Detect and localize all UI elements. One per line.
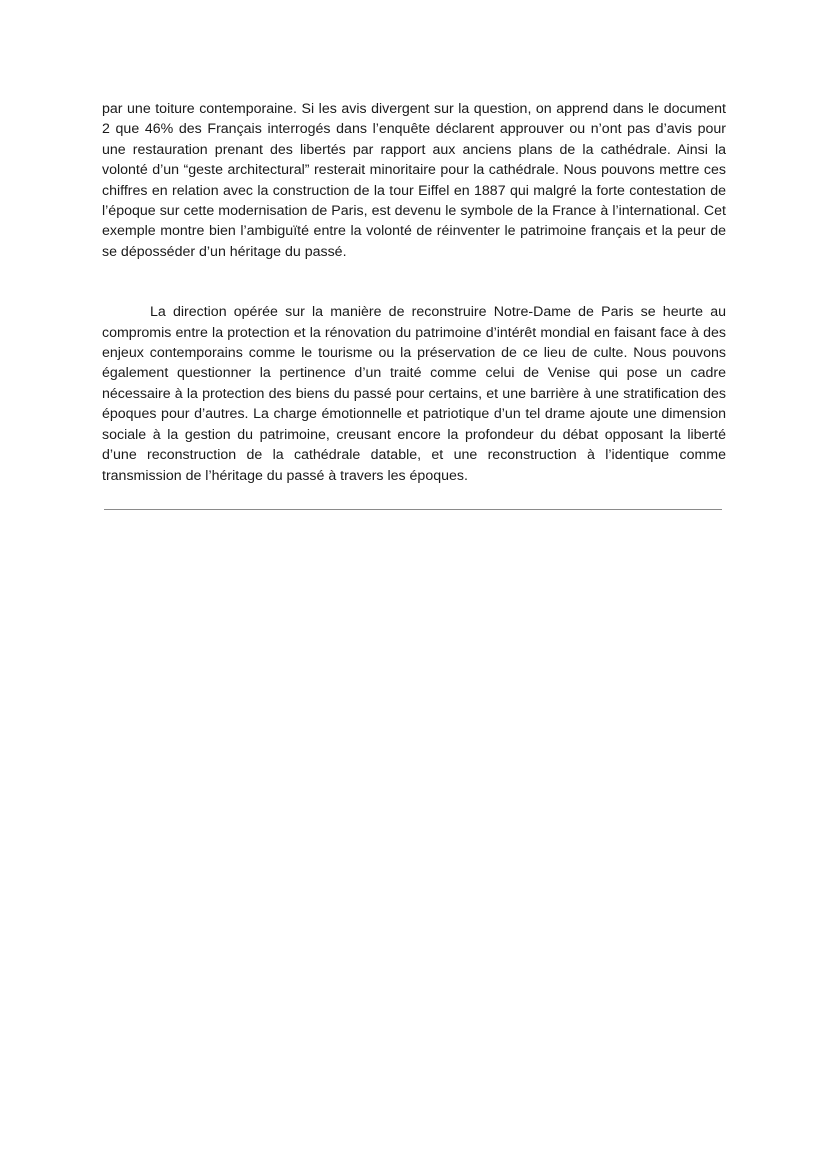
paragraph-conclusion-part-1: par une toiture contemporaine. Si les avis divergent sur la question, on apprend dans le document 2 que 46% des Français interrogés dans l’enquête déclarent approuver ou n’ont pas d’avis pour une restauration prenant des libertés par rapport aux anciens plans de la cathédrale. Ainsi la volonté d’un “geste architectural” resterait minoritaire pour la cathédrale. Nous pouvons mettre ces chiffres en relation avec la construction de la tour Eiffel en 1887 qui malgré la forte contestation de l’époque sur cette modernisation de Paris, est devenu le symbole de la France à l’international. Cet exemple montre bien l’ambiguïté entre la volonté de réinventer le patrimoine français et la peur de se déposséder d’un héritage du passé. — [102, 101, 726, 260]
document-body — [102, 99, 726, 510]
horizontal-divider — [104, 509, 722, 510]
paragraph-conclusion-part-2: La direction opérée sur la manière de reconstruire Notre-Dame de Paris se heurte au compromis entre la protection et la rénovation du patrimoine d’intérêt mondial en faisant face à des enjeux contemporains comme le tourisme ou la préservation de ce lieu de culte. Nous pouvons également questionner la pertinence d’un traité comme celui de Venise qui pose un cadre nécessaire à la protection des biens du passé pour certains, et une barrière à une stratification des époques pour d’autres. La charge émotionnelle et patriotique d’un tel drame ajoute une dimension sociale à la gestion du patrimoine, creusant encore la profondeur du débat opposant la liberté d’une reconstruction de la cathédrale datable, et une reconstruction à l’identique comme transmission de l’héritage du passé à travers les époques. — [102, 304, 726, 484]
